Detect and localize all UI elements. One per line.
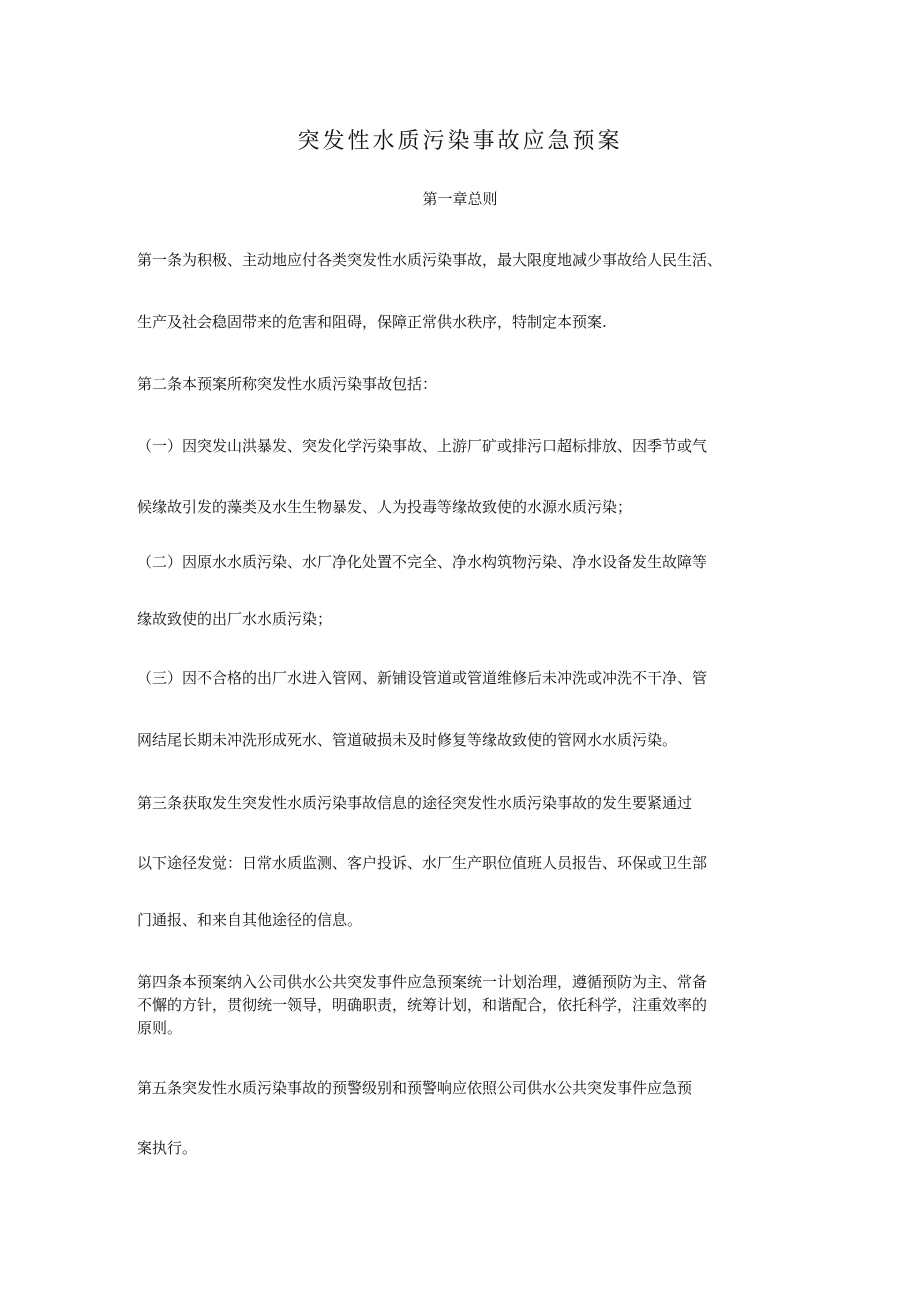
item-1-line-1: （一）因突发山洪暴发、突发化学污染事故、上游厂矿或排污口超标排放、因季节或气 — [137, 437, 708, 455]
item-3-line-1: （三）因不合格的出厂水进入管网、新铺设管道或管道维修后未冲洗或冲洗不干净、管 — [137, 669, 708, 687]
article-1-line-2: 生产及社会稳固带来的危害和阻碍，保障正常供水秩序，特制定本预案. — [137, 313, 607, 331]
chapter-heading: 第一章总则 — [422, 190, 498, 208]
article-4 — [137, 971, 787, 1040]
item-3-line-2: 网结尾长期未冲洗形成死水、管道破损未及时修复等缘故致使的管网水水质污染。 — [137, 731, 678, 749]
item-2-line-2: 缘故致使的出厂水水质污染； — [137, 610, 333, 628]
article-3-line-3: 门通报、和来自其他途径的信息。 — [137, 911, 363, 929]
item-1-line-2: 候缘故引发的藻类及水生生物暴发、人为投毒等缘故致使的水源水质污染； — [137, 498, 633, 516]
document-title: 突发性水质污染事故应急预案 — [297, 129, 623, 154]
article-5-line-2: 案执行。 — [137, 1139, 198, 1157]
article-4-line-1: 第四条本预案纳入公司供水公共突发事件应急预案统一计划治理，遵循预防为主、常备 — [137, 973, 708, 991]
article-4-line-2: 不懈的方针，贯彻统一领导，明确职责，统筹计划，和谐配合，依托科学，注重效率的 — [137, 996, 708, 1014]
article-3-line-1: 第三条获取发生突发性水质污染事故信息的途径突发性水质污染事故的发生要紧通过 — [137, 794, 693, 812]
article-2-line-1: 第二条本预案所称突发性水质污染事故包括： — [137, 375, 438, 393]
article-3-line-2: 以下途径发觉：日常水质监测、客户投诉、水厂生产职位值班人员报告、环保或卫生部 — [137, 854, 708, 872]
item-2-line-1: （二）因原水水质污染、水厂净化处置不完全、净水构筑物污染、净水设备发生故障等 — [137, 553, 708, 571]
article-5-line-1: 第五条突发性水质污染事故的预警级别和预警响应依照公司供水公共突发事件应急预 — [137, 1079, 693, 1097]
article-4-line-3: 原则。 — [137, 1019, 183, 1037]
article-1-line-1: 第一条为积极、主动地应付各类突发性水质污染事故，最大限度地减少事故给人民生活、 — [137, 251, 723, 269]
